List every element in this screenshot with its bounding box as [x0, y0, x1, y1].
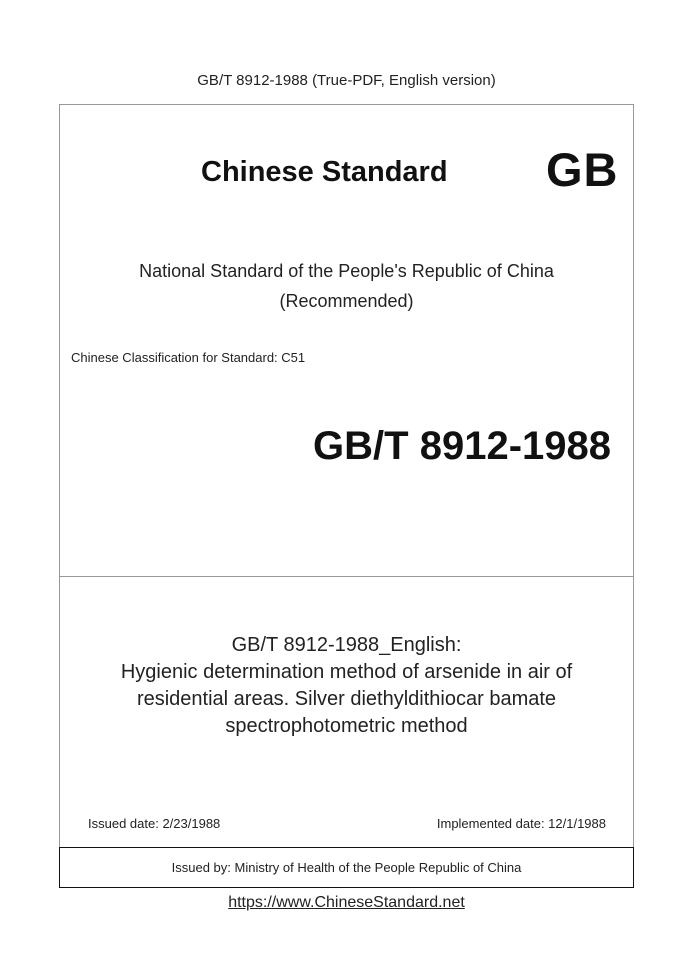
- title-line-2: Hygienic determination method of arsenide in air of: [120, 661, 573, 683]
- issuer-panel: [59, 847, 634, 888]
- gb-mark: GB: [546, 143, 619, 196]
- document-header: GB/T 8912-1988 (True-PDF, English version): [197, 72, 496, 89]
- standard-number: GB/T 8912-1988: [313, 424, 611, 468]
- standard-title: [59, 632, 634, 740]
- title-line-4: spectrophotometric method: [225, 715, 468, 737]
- title-line-1: GB/T 8912-1988_English:: [231, 634, 462, 656]
- classification-label: Chinese Classification for Standard: C51: [71, 350, 306, 365]
- subtitle-line-1: National Standard of the People's Republic of China: [139, 261, 554, 281]
- national-standard-subtitle: [0, 256, 693, 316]
- issued-date: Issued date: 2/23/1988: [88, 816, 221, 831]
- issuer-text: Issued by: Ministry of Health of the People Republic of China: [171, 860, 522, 875]
- subtitle-line-2: (Recommended): [279, 291, 414, 311]
- doc-type-heading: Chinese Standard: [201, 156, 448, 188]
- website-link[interactable]: https://www.ChineseStandard.net: [228, 894, 465, 911]
- implemented-date: Implemented date: 12/1/1988: [436, 816, 606, 831]
- footer: [0, 894, 693, 912]
- title-line-3: residential areas. Silver diethyldithiocar bamate: [136, 688, 557, 710]
